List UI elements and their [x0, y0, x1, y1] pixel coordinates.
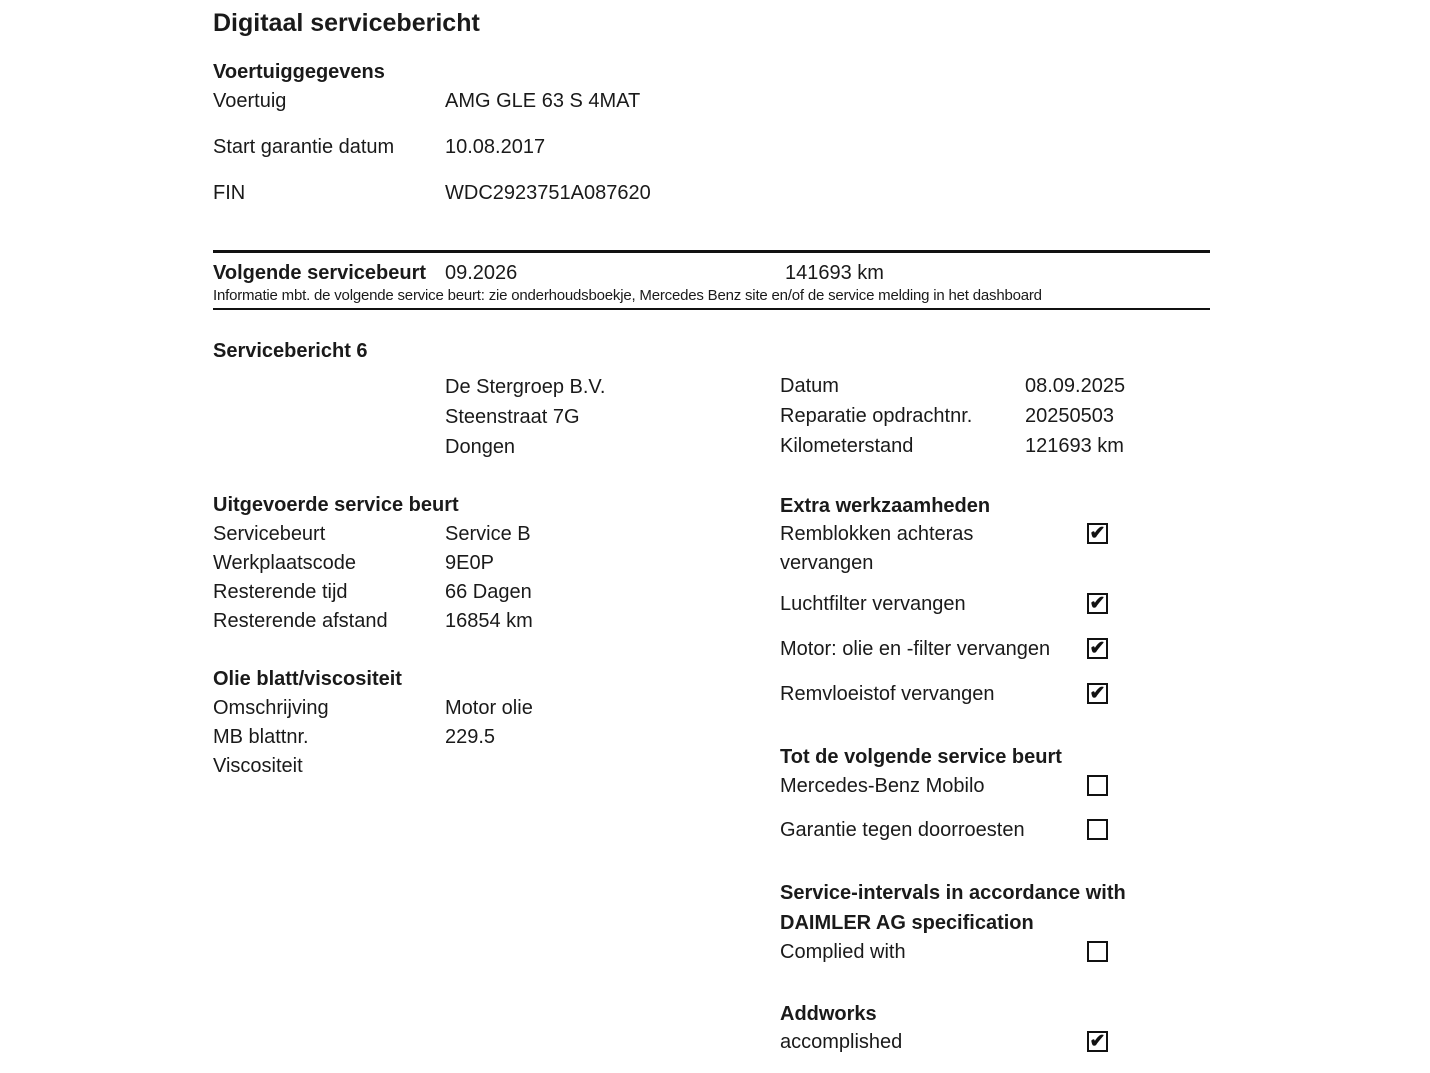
checkbox-addworks-accomplished[interactable]: ✔ [1087, 1031, 1108, 1052]
until-next-service-item-label: Garantie tegen doorroesten [780, 819, 1025, 841]
performed-service-label: Resterende afstand [213, 610, 388, 632]
oil-row-value: Motor olie [445, 697, 533, 719]
oil-row-label: MB blattnr. [213, 726, 309, 748]
extra-work-item-label: Remblokken achteras vervangen [780, 523, 974, 574]
performed-service-label: Werkplaatscode [213, 552, 357, 574]
vehicle-section-heading: Voertuiggegevens [213, 61, 385, 83]
report-detail-row [780, 402, 1114, 431]
checkbox-complied-with[interactable] [1087, 941, 1108, 962]
divider-bottom [213, 308, 1210, 310]
dealer-address [445, 372, 605, 462]
until-next-service-item [780, 816, 1120, 845]
extra-work-item [780, 520, 1120, 578]
oil-row [213, 694, 533, 723]
service-intervals-item-label: Complied with [780, 941, 906, 963]
checkbox-garantie-doorroesten[interactable] [1087, 819, 1108, 840]
checkbox-remvloeistof[interactable]: ✔ [1087, 683, 1108, 704]
vehicle-row-value: WDC2923751A087620 [445, 182, 651, 204]
dealer-street: Steenstraat 7G [445, 406, 580, 428]
performed-service-row [213, 607, 533, 636]
checkbox-mercedes-benz-mobilo[interactable] [1087, 775, 1108, 796]
vehicle-row [213, 179, 651, 208]
report-detail-label: Reparatie opdrachtnr. [780, 405, 973, 427]
next-service-date: 09.2026 [445, 262, 518, 284]
service-intervals-item [780, 938, 1120, 967]
addworks-item [780, 1028, 1120, 1057]
service-report-heading: Servicebericht 6 [213, 340, 368, 362]
report-detail-row [780, 432, 1124, 461]
until-next-service-item-label: Mercedes-Benz Mobilo [780, 775, 985, 797]
service-intervals-heading: Service-intervals in accordance with DAIMLER AG specification [780, 882, 1126, 934]
checkbox-remblokken-achteras[interactable]: ✔ [1087, 523, 1108, 544]
performed-service-label: Resterende tijd [213, 581, 348, 603]
oil-row-label: Viscositeit [213, 755, 303, 777]
dealer-name: De Stergroep B.V. [445, 376, 606, 398]
oil-section-heading: Olie blatt/viscositeit [213, 668, 402, 690]
performed-service-row [213, 578, 532, 607]
vehicle-row-value: 10.08.2017 [445, 136, 546, 158]
next-service-mileage: 141693 km [785, 262, 884, 284]
report-detail-value: 08.09.2025 [1025, 375, 1126, 397]
until-next-service-heading: Tot de volgende service beurt [780, 746, 1062, 768]
extra-work-item-label: Luchtfilter vervangen [780, 593, 966, 615]
extra-work-item [780, 680, 1120, 709]
dealer-city: Dongen [445, 436, 516, 458]
extra-work-item-label: Motor: olie en -filter vervangen [780, 638, 1051, 660]
extra-work-item [780, 635, 1120, 664]
vehicle-row-value: AMG GLE 63 S 4MAT [445, 90, 641, 112]
performed-service-value: Service B [445, 523, 531, 545]
vehicle-row-label: FIN [213, 182, 246, 204]
performed-service-value: 66 Dagen [445, 581, 532, 603]
performed-service-row [213, 549, 494, 578]
checkbox-motor-olie-filter[interactable]: ✔ [1087, 638, 1108, 659]
next-service-row [213, 259, 884, 288]
vehicle-row [213, 87, 641, 116]
report-detail-value: 20250503 [1025, 405, 1114, 427]
vehicle-row-label: Voertuig [213, 90, 287, 112]
addworks-heading: Addworks [780, 1003, 877, 1025]
report-detail-label: Kilometerstand [780, 435, 914, 457]
performed-service-heading: Uitgevoerde service beurt [213, 494, 459, 516]
performed-service-row [213, 520, 531, 549]
report-detail-value: 121693 km [1025, 435, 1124, 457]
vehicle-row [213, 133, 546, 162]
divider-top [213, 250, 1210, 253]
checkbox-luchtfilter[interactable]: ✔ [1087, 593, 1108, 614]
performed-service-label: Servicebeurt [213, 523, 326, 545]
next-service-heading: Volgende servicebeurt [213, 262, 427, 284]
extra-work-heading: Extra werkzaamheden [780, 495, 991, 517]
until-next-service-item [780, 772, 1120, 801]
extra-work-item [780, 590, 1120, 619]
next-service-info: Informatie mbt. de volgende service beurt: zie onderhoudsboekje, Mercedes Benz site en/of de service melding in het dashboard [213, 287, 1042, 304]
report-detail-row [780, 372, 1126, 401]
performed-service-value: 9E0P [445, 552, 494, 574]
addworks-item-label: accomplished [780, 1031, 903, 1053]
oil-row [213, 723, 496, 752]
performed-service-value: 16854 km [445, 610, 533, 632]
vehicle-row-label: Start garantie datum [213, 136, 395, 158]
oil-row-value: 229.5 [445, 726, 496, 748]
oil-row-label: Omschrijving [213, 697, 329, 719]
page-title: Digitaal servicebericht [213, 9, 480, 37]
oil-row [213, 752, 303, 781]
report-detail-label: Datum [780, 375, 839, 397]
extra-work-item-label: Remvloeistof vervangen [780, 683, 995, 705]
